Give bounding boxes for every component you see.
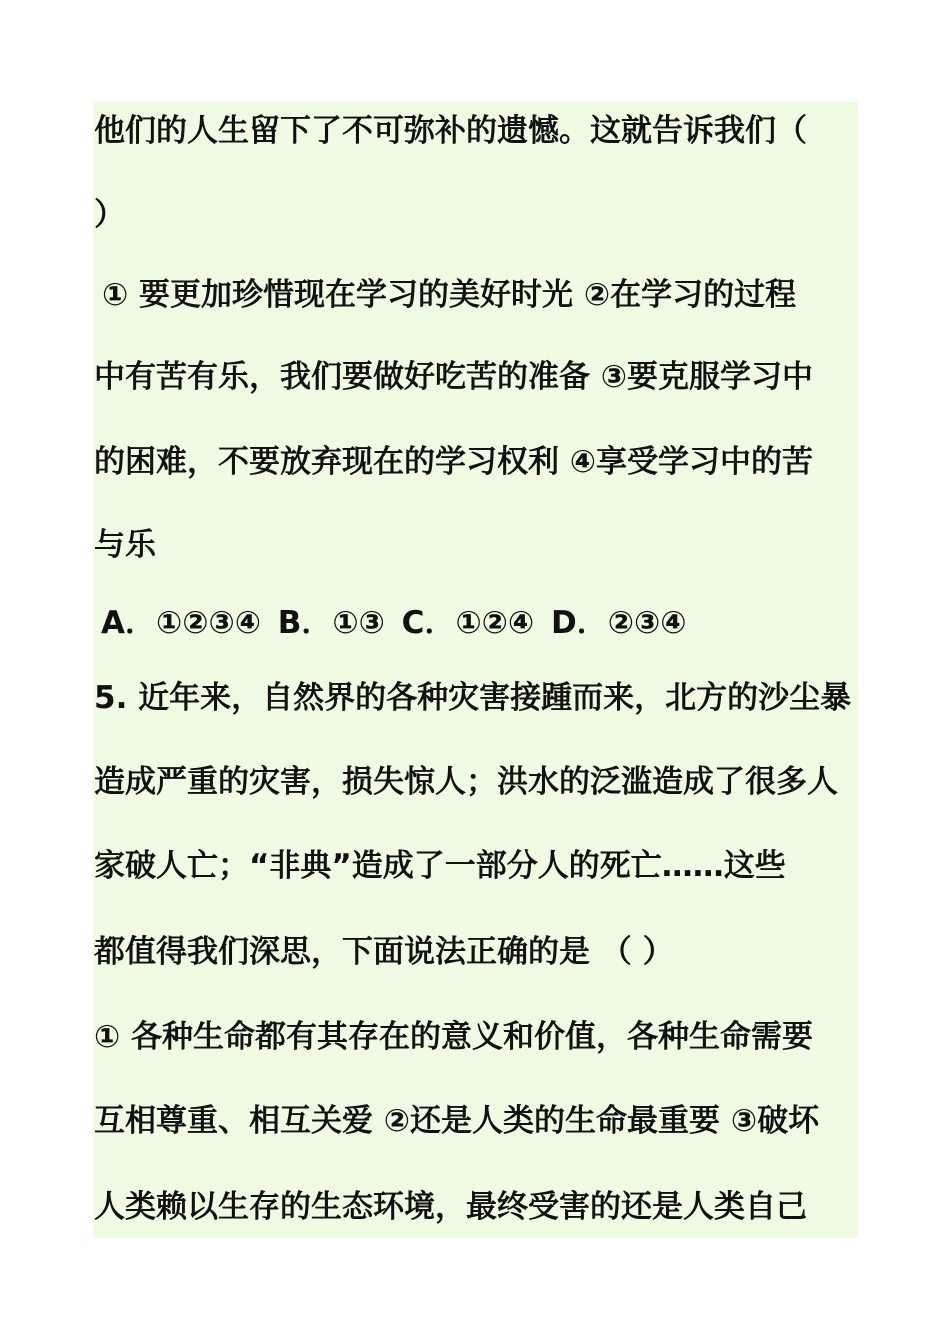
text-line-option-statements-1: ① 要更加珍惜现在学习的美好时光 ②在学习的过程 (102, 277, 797, 313)
text-line-statement-2: 互相尊重、相互关爱 ②还是人类的生命最重要 ③破坏 (94, 1103, 820, 1139)
text-line-statement-3: 人类赖以生存的生态环境，最终受害的还是人类自己 (94, 1189, 807, 1225)
text-line-option-statements-4: 与乐 (94, 527, 156, 563)
text-line-question-5-3: 家破人亡；“非典”造成了一部分人的死亡……这些 (94, 848, 786, 884)
text-line-question-4-continued: 他们的人生留下了不可弥补的遗憾。这就告诉我们（ (94, 113, 807, 149)
text-line-answer-bracket: ） (94, 197, 125, 233)
text-line-question-5-4: 都值得我们深思，下面说法正确的是 （ ） (94, 934, 674, 970)
text-line-statement-1: ① 各种生命都有其存在的意义和价值，各种生命需要 (94, 1019, 814, 1055)
text-line-answer-choices: A．①②③④ B．①③ C．①②④ D．②③④ (101, 605, 687, 641)
text-line-option-statements-3: 的困难，不要放弃现在的学习权利 ④享受学习中的苦 (94, 444, 814, 480)
text-line-question-5-2: 造成严重的灾害，损失惊人；洪水的泛滥造成了很多人 (94, 764, 838, 800)
text-line-question-5: 5. 近年来，自然界的各种灾害接踵而来，北方的沙尘暴 (94, 680, 852, 716)
text-line-option-statements-2: 中有苦有乐，我们要做好吃苦的准备 ③要克服学习中 (94, 359, 814, 395)
